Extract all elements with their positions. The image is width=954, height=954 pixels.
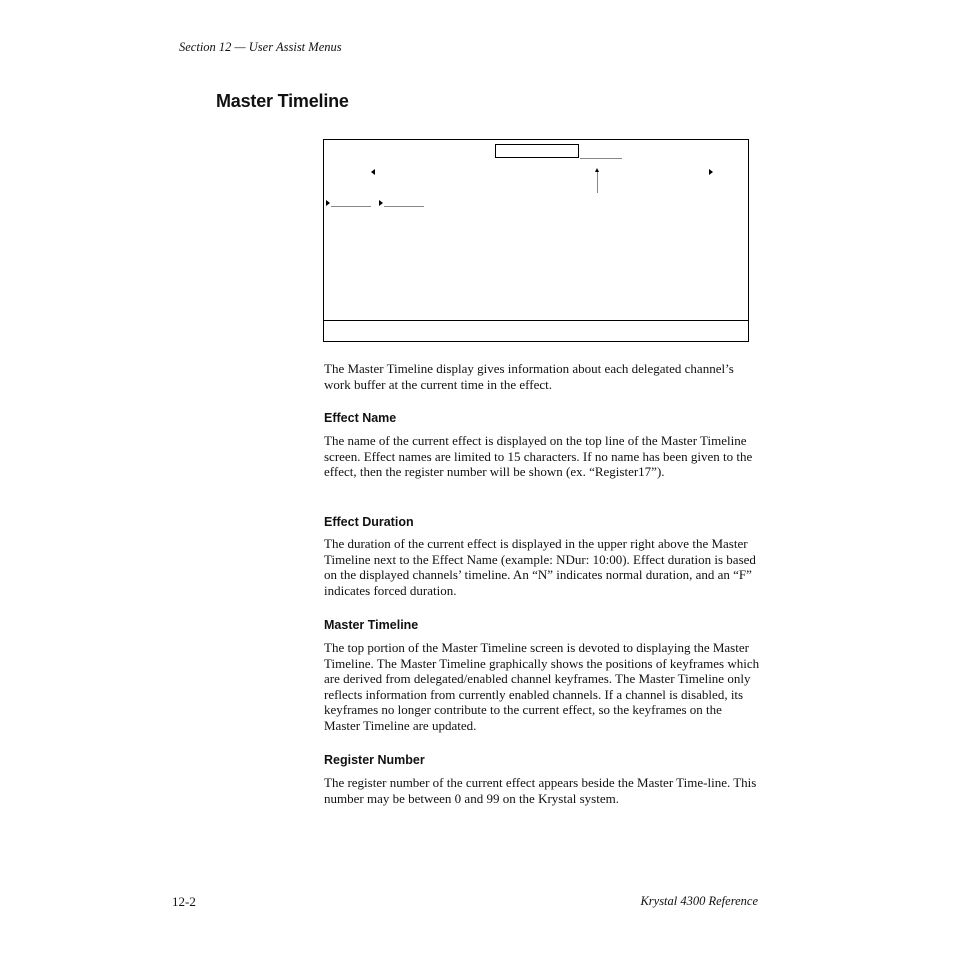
- section-heading-effect-name: Effect Name: [324, 411, 397, 425]
- channel-marker-line: [384, 206, 424, 207]
- intro-paragraph: The Master Timeline display gives information about each delegated channel’s work buffer at the current time in the effect.: [324, 361, 734, 392]
- channel-marker-line: [331, 206, 371, 207]
- running-head: Section 12 — User Assist Menus: [179, 40, 342, 54]
- duration-underline: [580, 158, 622, 159]
- book-title: Krystal 4300 Reference: [640, 894, 758, 908]
- section-heading-effect-duration: Effect Duration: [324, 515, 414, 529]
- master-timeline-screen-diagram: [323, 139, 749, 342]
- channel-marker-arrow-icon: [326, 200, 330, 206]
- section-heading-master-timeline: Master Timeline: [324, 618, 419, 632]
- page-title: Master Timeline: [216, 91, 349, 111]
- timeline-left-arrow-icon: [371, 169, 375, 175]
- page-number: 12-2: [172, 894, 196, 909]
- section-body-effect-duration: The duration of the current effect is displayed in the upper right above the Master Timeline next to the Effect Name (example: NDur: 10:00). Effect duration is based on the displayed channels’ timeline. An “N” indicates normal duration, and an “F” indicates forced duration.: [324, 536, 756, 598]
- timeline-cursor-line: [597, 172, 598, 193]
- section-body-master-timeline: The top portion of the Master Timeline screen is devoted to displaying the Master Timeline. The Master Timeline graphically shows the positions of keyframes which are derived from delegated/enabled channel keyframes. The Master Timeline only reflects information from currently enabled channels. If a channel is disabled, its keyframes no longer contribute to the current effect, so the keyframes on the Master Timeline are updated.: [324, 640, 760, 733]
- timeline-right-arrow-icon: [709, 169, 713, 175]
- effect-name-box: [495, 144, 579, 158]
- section-heading-register-number: Register Number: [324, 753, 425, 767]
- section-body-effect-name: The name of the current effect is displayed on the top line of the Master Timeline screen. Effect names are limited to 15 characters. If no name has been given to the effect, then the register number will be shown (ex. “Register17”).: [324, 433, 753, 480]
- section-body-register-number: The register number of the current effect appears beside the Master Time-line. This number may be between 0 and 99 on the Krystal system.: [324, 775, 757, 806]
- channel-marker-arrow-icon: [379, 200, 383, 206]
- screen-status-divider: [324, 320, 748, 321]
